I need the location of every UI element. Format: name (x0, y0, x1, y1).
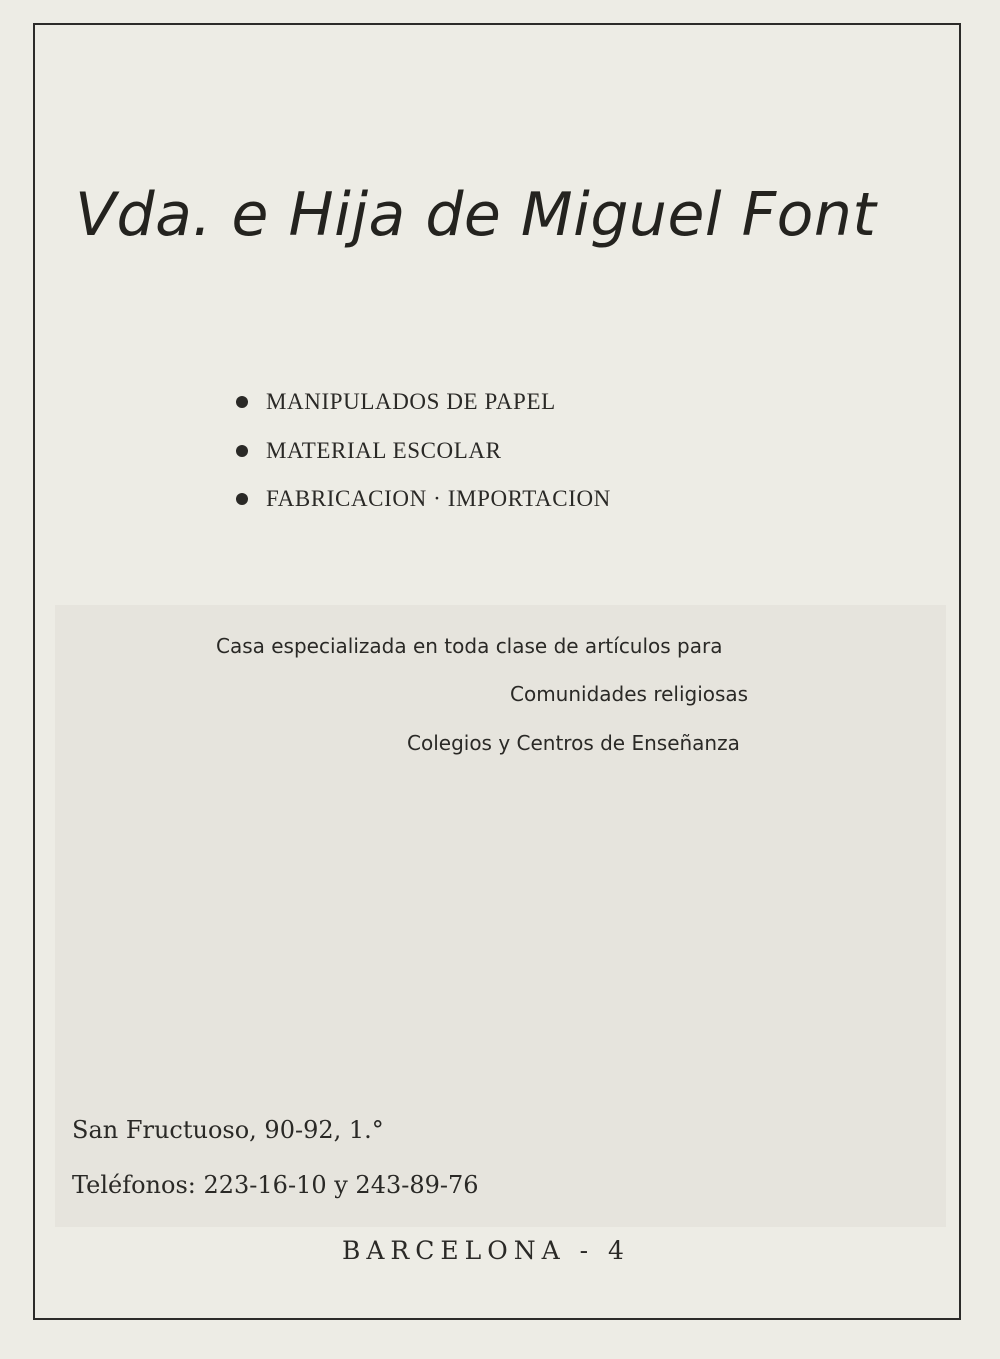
product-list (236, 378, 611, 524)
description-line: Colegios y Centros de Enseñanza (407, 731, 740, 755)
bullet-icon (236, 445, 248, 457)
bullet-icon (236, 493, 248, 505)
phone-numbers: Teléfonos: 223-16-10 y 243-89-76 (72, 1171, 479, 1199)
product-item (236, 475, 611, 524)
product-label: FABRICACION · IMPORTACION (266, 486, 611, 512)
bullet-icon (236, 396, 248, 408)
city-label: BARCELONA - 4 (342, 1236, 630, 1265)
product-label: MATERIAL ESCOLAR (266, 437, 502, 463)
product-item (236, 378, 611, 427)
description-line: Casa especializada en toda clase de artículos para (216, 634, 723, 658)
product-item (236, 427, 611, 476)
street-address: San Fructuoso, 90-92, 1.° (72, 1116, 384, 1144)
description-line: Comunidades religiosas (510, 682, 749, 706)
brand-title: Vda. e Hija de Miguel Font (75, 180, 877, 250)
product-label: MANIPULADOS DE PAPEL (266, 389, 556, 415)
